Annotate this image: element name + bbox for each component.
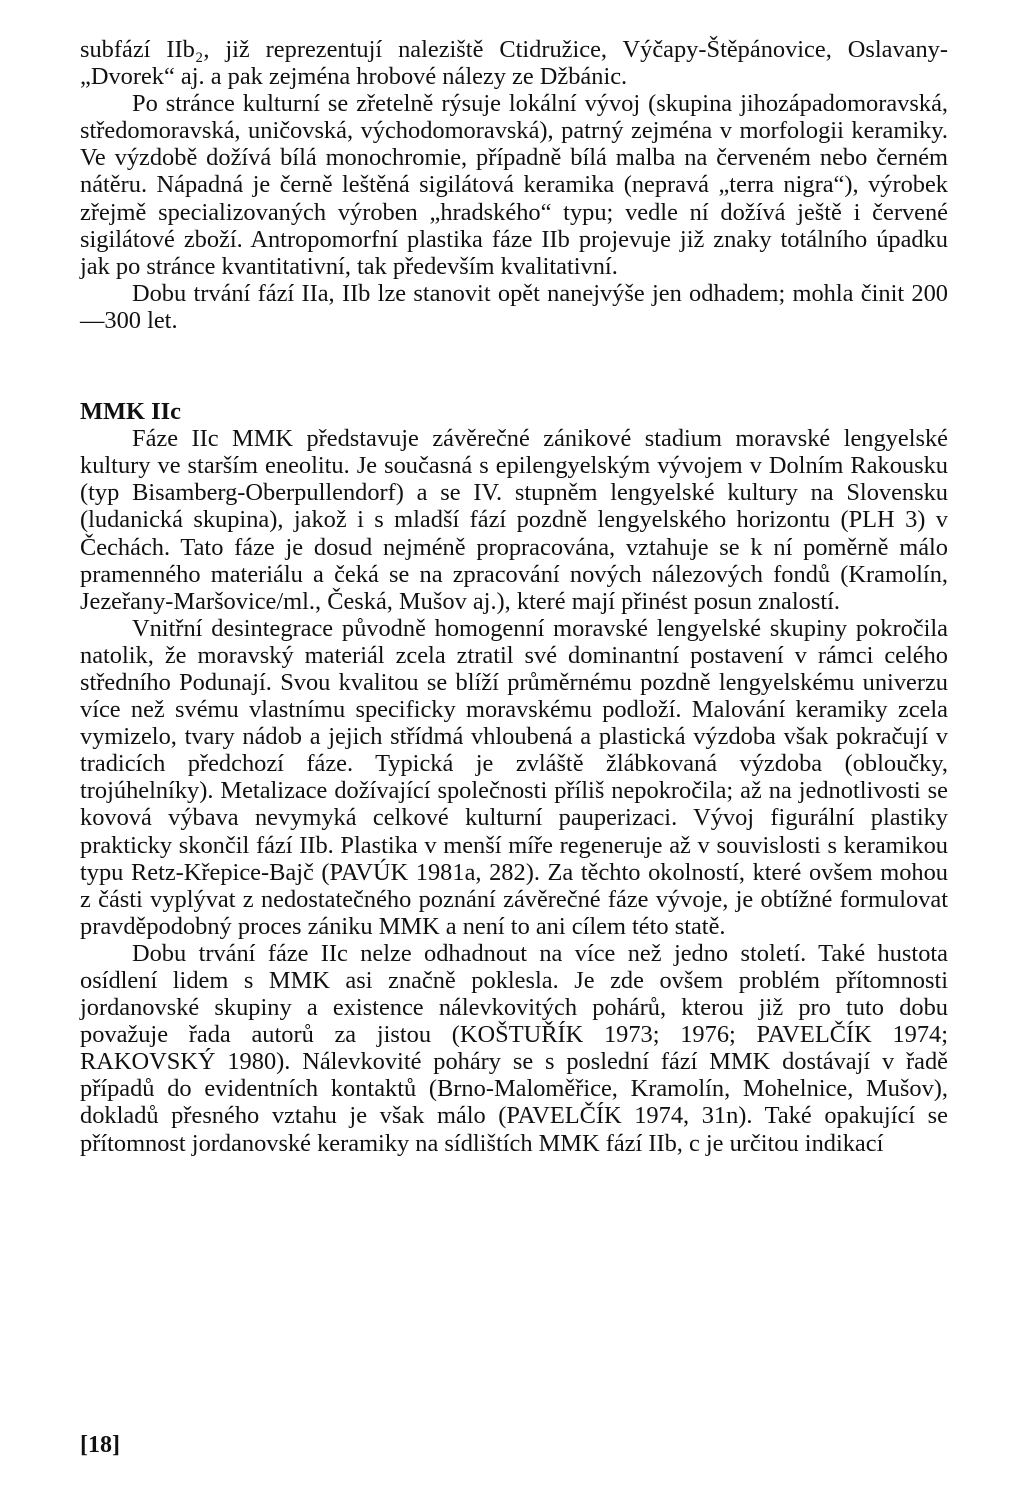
paragraph-phase-iic-intro: Fáze IIc MMK představuje závěrečné zánikové stadium moravské lengyelské kultury ve starším eneolitu. Je současná s epilengyelským vývojem v Dolním Rakousku (typ Bisamberg-Oberpullendorf) a se IV. stupněm lengyelské kultury na Slovensku (ludanická skupina), jakož i s mladší fází pozdně lengyelského horizontu (PLH 3) v Čechách. Tato fáze je dosud nejméně propracována, vztahuje se k ní poměrně málo pramenného materiálu a čeká se na zpracování nových nálezových fondů (Kramolín, Jezeřany-Maršovice/ml., Česká, Mušov aj.), které mají přinést posun znalostí.: [80, 425, 948, 615]
paragraph-duration-iic: Dobu trvání fáze IIc nelze odhadnout na více než jedno století. Také hustota osídlení lidem s MMK asi značně poklesla. Je zde ovšem problém přítomnosti jordanovské skupiny a existence nálevkovitých pohárů, kterou již pro tuto dobu považuje řada autorů za jistou (KOŠTUŘÍK 1973; 1976; PAVELČÍK 1974; RAKOVSKÝ 1980). Nálevkovité poháry se s poslední fází MMK dostávají v řadě případů do evidentních kontaktů (Brno-Maloměřice, Kramolín, Mohelnice, Mušov), dokladů přesného vztahu je však málo (PAVELČÍK 1974, 31n). Také opakující se přítomnost jordanovské keramiky na sídlištích MMK fází IIb, c je určitou indikací: [80, 939, 948, 1157]
paragraph-continuation: subfází IIb₂, již reprezentují naleziště Ctidružice, Výčapy-Štěpánovice, Oslavany-„Dvorek“ aj. a pak zejména hrobové nálezy ze Džbánic.: [80, 36, 948, 91]
page-number: [18]: [80, 1432, 120, 1458]
paragraph-cultural-development: Po stránce kulturní se zřetelně rýsuje lokální vývoj (skupina jihozápadomoravská, středomoravská, uničovská, východomoravská), patrný zejména v morfologii keramiky. Ve výzdobě dožívá bílá monochromie, případně bílá malba na červeném nebo černém nátěru. Nápadná je černě leštěná sigilátová keramika (nepravá „terra nigra“), výrobek zřejmě specializovaných výroben „hradského“ typu; vedle ní dožívá ještě i červené sigilátové zboží. Antropomorfní plastika fáze IIb projevuje již znaky totálního úpadku jak po stránce kvantitativní, tak především kvalitativní.: [80, 90, 948, 280]
page-body: [80, 36, 948, 1157]
paragraph-internal-disintegration: Vnitřní desintegrace původně homogenní moravské lengyelské skupiny pokročila natolik, že moravský materiál zcela ztratil své dominantní postavení v rámci celého středního Podunají. Svou kvalitou se blíží průměrnému pozdně lengyelskému univerzu více než svému vlastnímu specificky moravskému podloží. Malování keramiky zcela vymizelo, tvary nádob a jejich střídmá vhloubená a plastická výzdoba však pokračují v tradicích předchozí fáze. Typická je zvláště žlábkovaná výzdoba (obloučky, trojúhelníky). Metalizace dožívající společnosti příliš nepokročila; až na jednotlivosti se kovová výbava nevymyká celkové kulturní pauperizaci. Vývoj figurální plastiky prakticky skončil fází IIb. Plastika v menší míře regeneruje až v souvislosti s keramikou typu Retz-Křepice-Bajč (PAVÚK 1981a, 282). Za těchto okolností, které ovšem mohou z části vyplývat z nedostatečného poznání závěrečné fáze vývoje, je obtížné formulovat pravděpodobný proces zániku MMK a není to ani cílem této statě.: [80, 614, 948, 940]
section-heading: MMK IIc: [80, 398, 181, 426]
paragraph-duration-iia-iib: Dobu trvání fází IIa, IIb lze stanovit opět nanejvýše jen odhadem; mohla činit 200—300 let.: [80, 279, 948, 334]
section-spacer: [80, 334, 948, 398]
